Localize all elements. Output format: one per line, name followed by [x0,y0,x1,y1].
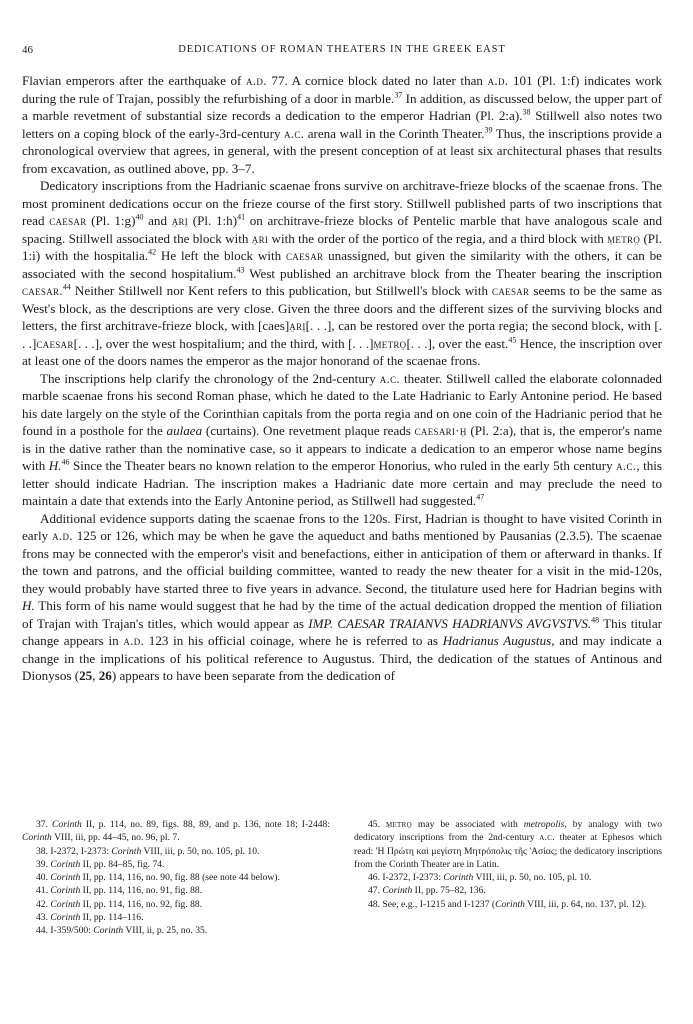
footnote-ref[interactable]: 45 [508,335,517,345]
footnote: 47. Corinth II, pp. 75–82, 136. [368,885,486,897]
footnote-ref[interactable]: 47 [476,492,485,502]
footnotes [22,818,662,938]
footnote-ref[interactable]: 48 [591,615,600,625]
footnotes-right-column [354,818,662,938]
footnote: 48. See, e.g., I-1215 and I-1237 (Corinth VIII, iii, p. 64, no. 137, pl. 12). [368,898,647,910]
footnote-ref[interactable]: 42 [148,247,157,257]
footnote-ref[interactable]: 46 [61,457,70,467]
paragraph-2: Dedicatory inscriptions from the Hadrianic scaenae frons survive on architrave-frieze blocks of the scaenae frons. The most prominent dedications occur on the frieze course of the first story. Stillwell published parts of two inscriptions that read caesar (Pl. 1:g)$^{40}$ and a̤ri̤ (Pl. 1:h)$^{41}$ on architrave-frieze blocks of Pentelic marble that have analogous scale and spacing. Stillwell associated the block with a̤ri with the order of the portico of the regia, and a third block with m̤etro̤ (Pl. 1:i) with the hospitalia.$^{42}$ He left the block with caesar unassigned, but given the similarity with the others, it can be associated with the second hospitalium.$^{43}$ West published an architrave block from the Theater bearing the inscription caesar.$^{44}$ Neither Stillwell nor Kent refers to this publication, but Stillwell's block with caesar seems to be the same as West's block, as the descriptions are very close. Given the three doors and the different sizes of the surviving blocks and letters, the first architrave-frieze block, with [caes]a̤ri̤[. . .], can be restored over the porta regia; the second block, with [. . .]caesar[. . .], over the west hospitalium; and the third, with [. . .]m̤etro̤[. . .], over the east.$^{45}$ Hence, the inscription over at least one of the doors names the emperor as the major honorand of the scaenae frons. [22,178,663,368]
footnote-ref[interactable]: 43 [236,265,245,275]
footnote: 45. m̤etro̤ may be associated with metropolis, by analogy with two dedicatory inscriptions from the 2nd-century a.c. theater at Ephesos which read: 'Η Πρώτη καὶ μεγίστη Μητρόπολις τῆς 'Ασίας; the dedicatory inscriptions from the Corinth Theater are in Latin. [354,819,662,870]
footnote-ref[interactable]: 41 [237,212,246,222]
footnote: 43. Corinth II, pp. 114–116. [36,912,144,924]
footnote: 40. Corinth II, pp. 114, 116, no. 90, fig. 88 (see note 44 below). [36,872,280,884]
footnote-ref[interactable]: 40 [135,212,144,222]
footnotes-left-column [22,818,330,938]
footnote: 37. Corinth II, p. 114, no. 89, figs. 88, 89, and p. 136, note 18; I-2448: Corinth VIII, iii, pp. 44–45, no. 96, pl. 7. [22,819,330,844]
footnote: 39. Corinth II, pp. 84–85, fig. 74. [36,858,165,870]
footnote: 44. I-359/500: Corinth VIII, ii, p. 25, no. 35. [36,925,208,937]
paragraph-3: The inscriptions help clarify the chronology of the 2nd-century a.c. theater. Stillwell called the elaborate colonnaded marble scaenae frons his second Roman phase, which he dated to the Late Hadrianic to Early Antonine period. He based his date largely on the style of the Corinthian capitals from the porta regia and on one coin of the Hadrianic period that he found in a posthole for the aulaea (curtains). One revetment plaque reads caesari·h̤ (Pl. 2:a), that is, the emperor's name is in the dative rather than the nominative case, so it appears to indicate a dedication to an emperor whose name begins with H.$^{46}$ Since the Theater bears no known relation to the emperor Honorius, who ruled in the early 5th century a.c., this letter should indicate Hadrian. The inscription makes a Hadrianic date more certain and may preclude the need to maintain a date that extends into the Early Antonine period, as Stillwell had suggested.$^{47}$ [22,370,663,508]
footnote-ref[interactable]: 38 [522,107,531,117]
footnote-ref[interactable]: 37 [394,90,403,100]
page-number: 46 [22,44,33,56]
footnote-ref[interactable]: 39 [484,125,493,135]
footnote: 38. I-2372, I-2373: Corinth VIII, iii, p. 50, no. 105, pl. 10. [36,845,260,857]
paragraph-1: Flavian emperors after the earthquake of a.d. 77. A cornice block dated no later than a.d. 101 (Pl. 1:f) indicates work during the rule of Trajan, possibly the refurbishing of a door in marble.$^{37}$ In addition, as discussed below, the upper part of a marble revetment of substantial size records a dedication to the emperor Hadrian (Pl. 2:a).$^{38}$ Stillwell also notes two letters on a coping block of the early-3rd-century a.c. arena wall in the Corinth Theater.$^{39}$ Thus, the inscriptions provide a chronological overview that agrees, in general, with the present conception of at least six architectural phases that results from excavation, as outlined above, pp. 3–7. [22,73,663,176]
footnote-ref[interactable]: 44 [62,282,71,292]
footnote: 41. Corinth II, pp. 114, 116, no. 91, fig. 88. [36,885,203,897]
footnote: 42. Corinth II, pp. 114, 116, no. 92, fig. 88. [36,898,203,910]
paragraph-4: Additional evidence supports dating the scaenae frons to the 120s. First, Hadrian is thought to have visited Corinth in early a.d. 125 or 126, which may be when he gave the aqueduct and baths mentioned by Pausanias (2.3.5). The scaenae frons may be connected with the emperor's visit and benefactions, either in anticipation of them or afterward in thanks. If the town and patrons, and the official building committee, wanted to ready the new theater for a visit in the mid-120s, they would probably have started three to five years in advance. Second, the titulature used here for Hadrian begins with H. This form of his name would suggest that he had by the time of the actual dedication dropped the mention of filiation of Trajan with Trajan's titles, which would appear as IMP. CAESAR TRAIANVS HADRIANVS AVGVSTVS.$^{48}$ This titular change appears in a.d. 123 in his official coinage, where he is referred to as Hadrianus Augustus, and may indicate a change in the implications of his political reference to Augustus. Third, the dedication of the statues of Antinous and Dionysos (25, 26) appears to have been separate from the dedication of [22,510,662,683]
running-title: DEDICATIONS OF ROMAN THEATERS IN THE GREEK EAST [178,44,506,55]
body-text [22,72,662,685]
footnote: 46. I-2372, I-2373: Corinth VIII, iii, p. 50, no. 105, pl. 10. [368,872,592,884]
page-header [22,44,662,60]
